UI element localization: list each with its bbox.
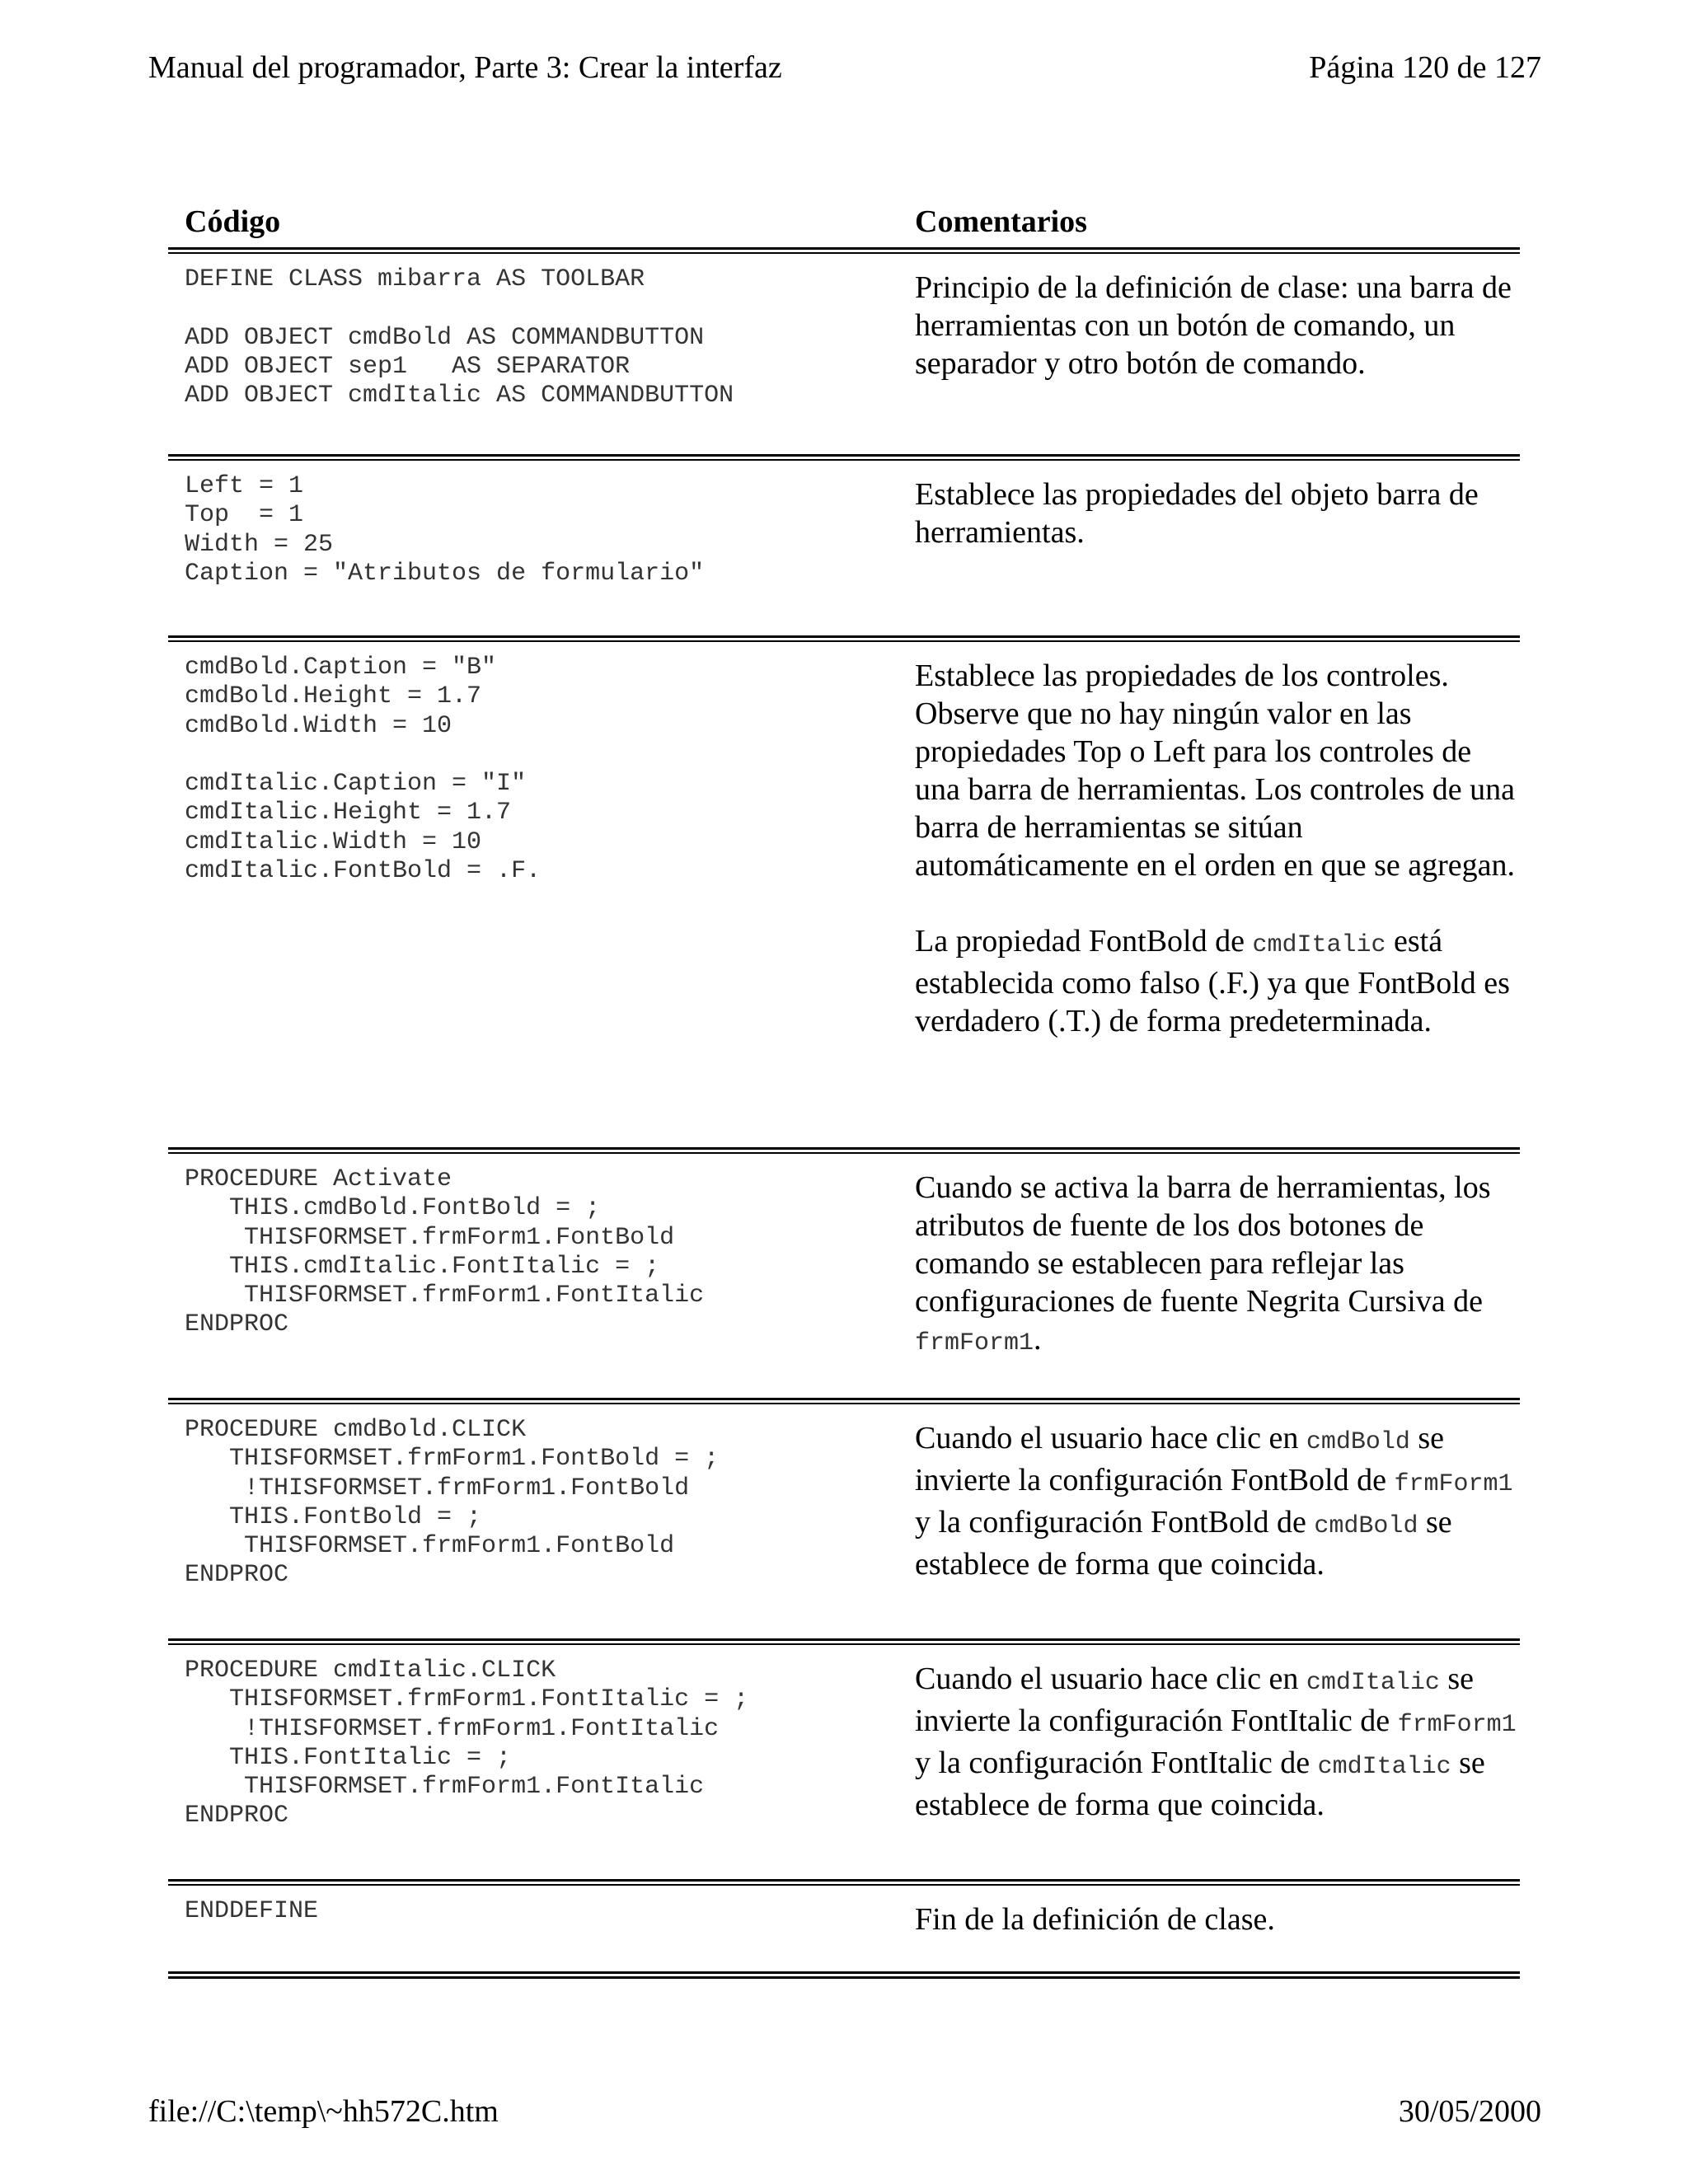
table-row <box>168 1886 1520 1971</box>
page-number: Página 120 de 127 <box>1309 50 1541 85</box>
code-cell: PROCEDURE cmdBold.CLICK THISFORMSET.frmForm1.FontBold = ; !THISFORMSET.frmForm1.FontBold THIS.FontBold = ; THISFORMSET.frmForm1.FontBold ENDPROC <box>185 1416 720 1590</box>
comment-text: Cuando el usuario hace clic en <box>915 1661 1306 1696</box>
table-row <box>168 1154 1520 1398</box>
row-divider <box>168 247 1520 254</box>
column-header-comments: Comentarios <box>915 204 1087 239</box>
comment-paragraph: Establece las propiedades de los controles. Observe que no hay ningún valor en las propiedades Top o Left para los controles de una barra de herramientas. Los controles de una barra de herramientas se sitúan automáticamente en el orden en que se agregan. <box>915 658 1516 883</box>
comment-cell <box>915 1404 1520 1583</box>
code-comments-table <box>168 199 1520 1979</box>
table-row <box>168 461 1520 635</box>
table-row <box>168 1404 1520 1638</box>
inline-code: cmdItalic <box>1317 1753 1451 1781</box>
inline-code: frmForm1 <box>1397 1711 1517 1739</box>
code-cell: Left = 1 Top = 1 Width = 25 Caption = "Atributos de formulario" <box>185 472 705 588</box>
comment-text: Cuando el usuario hace clic en <box>915 1421 1306 1455</box>
comment-text: está establecida como falso (.F.) ya que FontBold es verdadero (.T.) de forma predeterminada. <box>915 924 1510 1038</box>
comment-cell: Principio de la definición de clase: una barra de herramientas con un botón de comando, un separador y otro botón de comando. <box>915 270 1512 381</box>
inline-code: cmdBold <box>1314 1512 1418 1540</box>
inline-code: cmdBold <box>1306 1428 1410 1456</box>
code-cell: PROCEDURE Activate THIS.cmdBold.FontBold = ; THISFORMSET.frmForm1.FontBold THIS.cmdItalic.FontItalic = ; THISFORMSET.frmForm1.FontItalic ENDPROC <box>185 1165 705 1339</box>
comment-cell: Fin de la definición de clase. <box>915 1902 1275 1937</box>
comment-paragraph <box>915 922 1520 1040</box>
page-header-title: Manual del programador, Parte 3: Crear la interfaz <box>148 50 782 85</box>
code-cell: cmdBold.Caption = "B" cmdBold.Height = 1.7 cmdBold.Width = 10 cmdItalic.Caption = "I" cmdItalic.Height = 1.7 cmdItalic.Width = 10 cmdItalic.FontBold = .F. <box>185 654 542 886</box>
table-bottom-rule <box>168 1971 1520 1979</box>
inline-code: cmdItalic <box>1252 931 1386 959</box>
comment-cell <box>915 1645 1520 1824</box>
inline-code: frmForm1 <box>915 1329 1034 1357</box>
inline-code: frmForm1 <box>1394 1470 1513 1498</box>
table-row <box>168 254 1520 454</box>
row-divider <box>168 1398 1520 1404</box>
comment-text: se establece de forma que coincida. <box>915 1746 1485 1822</box>
page-footer-path: file://C:\temp\~hh572C.htm <box>148 2094 499 2129</box>
comment-text: se establece de forma que coincida. <box>915 1505 1452 1582</box>
row-divider <box>168 1147 1520 1154</box>
comment-text: y la configuración FontBold de <box>915 1505 1315 1540</box>
comment-text: y la configuración FontItalic de <box>915 1746 1318 1780</box>
code-cell: DEFINE CLASS mibarra AS TOOLBAR ADD OBJECT cmdBold AS COMMANDBUTTON ADD OBJECT sep1 AS SEPARATOR ADD OBJECT cmdItalic AS COMMANDBUTTON <box>185 265 734 410</box>
comment-text: Cuando se activa la barra de herramientas, los atributos de fuente de los dos botones de comando se establecen para reflejar las configuraciones de fuente Negrita Cursiva de <box>915 1170 1491 1319</box>
comment-cell <box>915 1154 1520 1362</box>
inline-code: cmdItalic <box>1306 1669 1440 1697</box>
comment-text: . <box>1034 1322 1042 1357</box>
code-cell: ENDDEFINE <box>185 1897 319 1925</box>
comment-text: La propiedad FontBold de <box>915 924 1253 958</box>
comment-text: se invierte la configuración FontBold de <box>915 1421 1445 1497</box>
code-cell: PROCEDURE cmdItalic.CLICK THISFORMSET.frmForm1.FontItalic = ; !THISFORMSET.frmForm1.FontItalic THIS.FontItalic = ; THISFORMSET.frmForm1.FontItalic ENDPROC <box>185 1657 749 1830</box>
row-divider <box>168 1879 1520 1886</box>
comment-text: se invierte la configuración FontItalic de <box>915 1661 1475 1738</box>
comment-cell: Establece las propiedades del objeto barra de herramientas. <box>915 477 1479 550</box>
table-row <box>168 1645 1520 1879</box>
page-footer-date: 30/05/2000 <box>1398 2094 1541 2129</box>
row-divider <box>168 1638 1520 1645</box>
table-row <box>168 642 1520 1147</box>
row-divider <box>168 635 1520 642</box>
table-header-row <box>168 199 1520 247</box>
column-header-code: Código <box>185 204 281 239</box>
comment-cell <box>915 642 1520 1040</box>
row-divider <box>168 454 1520 461</box>
